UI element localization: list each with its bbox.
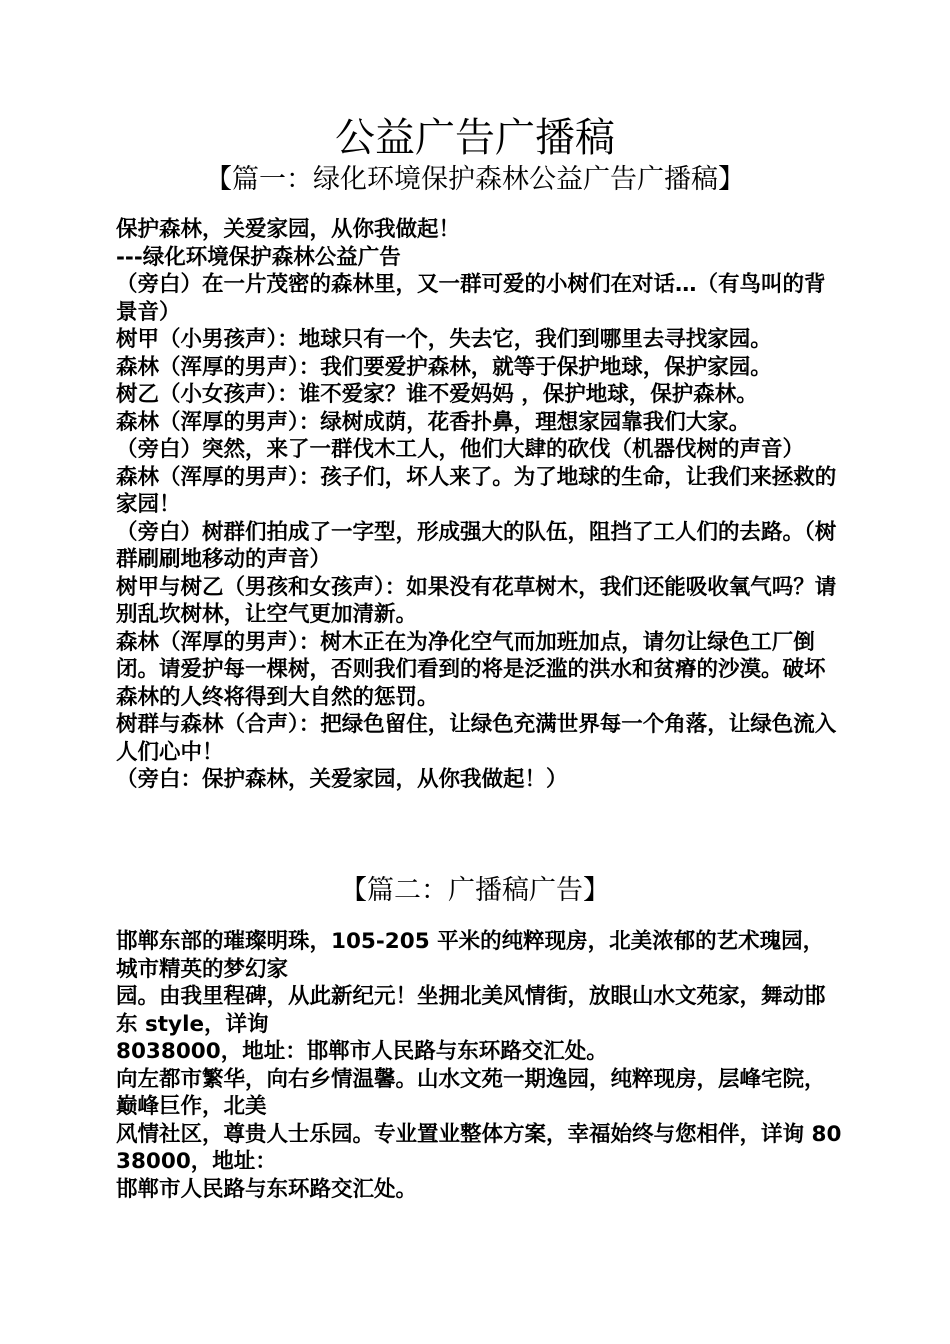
paragraph: （旁白：保护森林，关爱家园，从你我做起！） xyxy=(116,767,568,792)
paragraph: 树甲与树乙（男孩和女孩声）：如果没有花草树木，我们还能吸收氧气吗？请别乱坎树林，让空气更加清新。 xyxy=(116,574,837,627)
paragraph: ---绿化环境保护森林公益广告 xyxy=(116,244,401,270)
paragraph: 森林（浑厚的男声）：我们要爱护森林，就等于保护地球，保护家园。 xyxy=(116,354,772,380)
paragraph: 风情社区，尊贵人士乐园。专业置业整体方案，幸福始终与您相伴，详询 8038000，地址： xyxy=(116,1121,842,1174)
section-1-body xyxy=(116,216,844,794)
paragraph: 树乙（小女孩声）：谁不爱家？谁不爱妈妈 ，保护地球，保护森林。 xyxy=(116,382,758,407)
section-2-body xyxy=(116,928,844,1203)
paragraph: （旁白）树群们拍成了一字型，形成强大的队伍，阻挡了工人们的去路。（树群刷刷地移动的声音） xyxy=(116,519,837,572)
paragraph: 园。由我里程碑，从此新纪元！坐拥北美风情街，放眼山水文苑家，舞动邯东 style，详询 xyxy=(116,984,826,1037)
paragraph: 8038000，地址：邯郸市人民路与东环路交汇处。 xyxy=(116,1039,608,1064)
paragraph: 树群与森林（合声）：把绿色留住，让绿色充满世界每一个角落，让绿色流入人们心中！ xyxy=(116,712,837,765)
paragraph: 向左都市繁华，向右乡情温馨。山水文苑一期逸园，纯粹现房，层峰宅院，巅峰巨作，北美 xyxy=(116,1066,826,1119)
paragraph: 森林（浑厚的男声）：树木正在为净化空气而加班加点，请勿让绿色工厂倒闭。请爱护每一棵树，否则我们看到的将是泛滥的洪水和贫瘠的沙漠。破坏森林的人终将得到大自然的惩罚。 xyxy=(116,629,826,710)
paragraph: （旁白）突然，来了一群伐木工人，他们大肆的砍伐（机器伐树的声音） xyxy=(116,437,805,462)
section-heading-1: 【篇一：绿化环境保护森林公益广告广播稿】 xyxy=(205,164,745,195)
paragraph: 森林（浑厚的男声）：绿树成荫，花香扑鼻，理想家园靠我们大家。 xyxy=(116,409,751,435)
paragraph: 森林（浑厚的男声）：孩子们，坏人来了。为了地球的生命，让我们来拯救的家园！ xyxy=(116,464,837,517)
paragraph: 邯郸东部的璀璨明珠，105-205 平米的纯粹现房，北美浓郁的艺术瑰园，城市精英的梦幻家 xyxy=(116,929,825,982)
paragraph: （旁白）在一片茂密的森林里，又一群可爱的小树们在对话…（有鸟叫的背景音） xyxy=(116,272,826,325)
document-title: 公益广告广播稿 xyxy=(335,115,615,161)
section-heading-2: 【篇二：广播稿广告】 xyxy=(340,875,610,906)
paragraph: 邯郸市人民路与东环路交汇处。 xyxy=(116,1176,418,1202)
paragraph: 保护森林，关爱家园，从你我做起！ xyxy=(116,217,461,242)
paragraph: 树甲（小男孩声）：地球只有一个，失去它，我们到哪里去寻找家园。 xyxy=(116,327,772,352)
